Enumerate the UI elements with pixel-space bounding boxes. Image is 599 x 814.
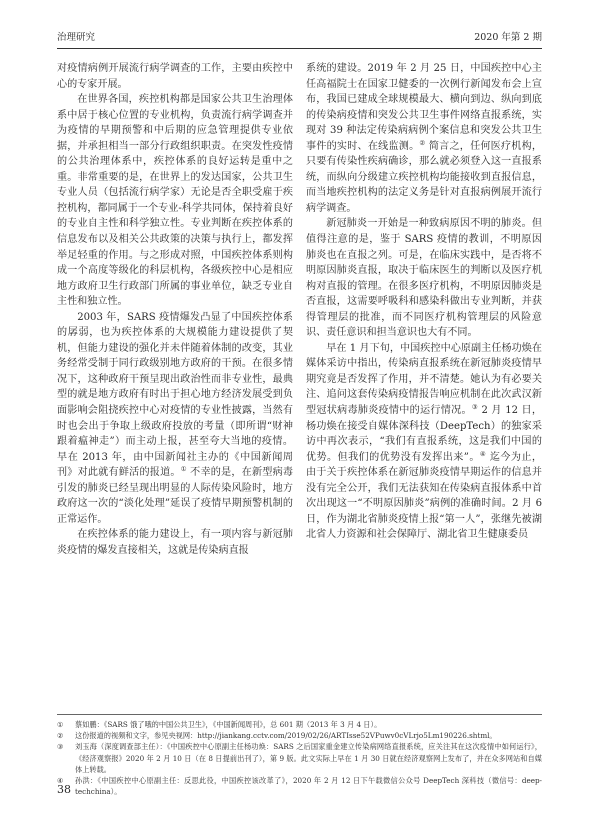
page-number: 38 [57,783,71,796]
running-header [57,30,542,46]
footnote: ① 蔡如鹏：《SARS 饿了哦的中国公共卫生》，《中国新闻周刊》，总 601 期（2013 年 3 月 4 日）。 [57,720,382,729]
paragraph: 新冠肺炎一开始是一种致病原因不明的肺炎。但值得注意的是，鉴于 SARS 疫情的教训，不明原因肺炎也在直报之列。可是，在临床实践中，是否将不明原因肺炎直报，取决于临床医生的判断以及医疗机构对直报的管理。在很多医疗机构，不明原因肺炎是否直报，这需要呼吸科和感染科做出专业判断，并获得管理层的批准，而不同医疗机构管理层的风险意识、责任意识和担当意识也大有不同。 [306,218,542,339]
footnote-ref[interactable]: ② [419,138,426,147]
footnote: ④ 孙洪：《中国疾控中心原副主任：反思此役，中国疾控该改革了》，2020 年 2 月 12 日下午载微信公众号 DeepTech 深科技（微信号：deep-techchina）。 [57,776,542,797]
header-rule [57,48,542,49]
footnote: ② 这份报道的视频和文字，参见央视网：http://jiankang.cctv.com/2019/02/26/ARTIsse52VPuwv0cVLrjo5Lm190226.shtml。 [57,731,497,741]
paragraph: 在疾控体系的能力建设上，有一项内容与新冠肺炎疫情的爆发直接相关，这就是传染病直报 [57,529,293,556]
issue-label: 2020 年第 2 期 [474,32,542,43]
paragraph: 2003 年，SARS 疫情爆发凸显了中国疾控体系的孱弱，也为疾控体系的大规模能力建设提供了契机，但能力建设的强化并未伴随着体制的改变，其业务经常受制于同行政级别地方政府的干预。在很多情况下，这种政府干预呈现出政治性而非专业性，最典型的就是地方政府有时出于担心地方经济发展受到负面影响会阻挠疾控中心对疫情的专业性披露，当然有时也会出于争取上级政府投放的考量（即所谓“财神跟着瘟神走”）而主动上报，甚至夸大当地的疫情。早在 2013 年，由中国新闻社主办的《中国新闻周刊》对此就有鲜活的报道。① 不幸的是，在新型病毒引发的肺炎已经呈现出明显的人际传染风险时，地方政府这一次的“淡化处理”延误了疫情早期预警机制的正常运作。 [57,311,294,525]
paragraph: 对疫情病例开展流行病学调查的工作，主要由疾控中心的专家开展。 [57,63,293,90]
footnote-ref[interactable]: ④ [479,449,487,458]
footnotes [57,719,542,797]
left-column [57,61,293,559]
paragraph: 系统的建设。2019 年 2 月 25 日，中国疾控中心主任高福院士在国家卫健委的一次例行新闻发布会上宣布，我国已建成全球规模最大、横向到边、纵向到底的传染病疫情和突发公共卫生事件网络直报系统，实现对 39 种法定传染病病例个案信息和突发公共卫生事件的实时、在线监测。② 简言之，任何医疗机构，只要有传染性疾病确诊，那么就必须登入这一直报系统，而纵向分级建立疾控机构均能接收到直报信息，而当地疾控机构的法定义务是针对直报病例展开流行病学调查。 [306,63,543,214]
footnote-rule [57,714,542,715]
footnote-ref[interactable]: ① [180,465,187,474]
footnote-ref[interactable]: ③ [471,403,478,412]
paragraph: 在世界各国，疾控机构都是国家公共卫生治理体系中居于核心位置的专业机构，负责流行病学调查并为疫情的早期预警和中后期的应急管理提供专业依据，并承担相当一部分行政组织职责。在突发性疫情的公共治理体系中，疾控体系的良好运转是重中之重。非常重要的是，在世界上的发达国家，公共卫生专业人员（包括流行病学家）无论是否全职受雇于疾控机构，都同属于一个专业-科学共同体，保持着良好的专业自主性和科学独立性。专业判断在疾控体系的信息发布以及相关公共政策的决策与执行上，都发挥举足轻重的作用。与之形成对照，中国疾控体系则构成一个高度等级化的科层机构，各级疾控中心是相应地方政府卫生行政部门所属的事业单位，缺乏专业自主性和独立性。 [57,94,293,308]
right-column [306,61,542,543]
footnote: ③ 刘玉海（深度调查部主任）：《中国疾控中心原副主任杨功焕：SARS 之后国家重金建立传染病网络直报系统，应关注其在这次疫情中如何运行》，《经济观察报》2020 年 2 月 10 日（在 8 日提前出刊了），第 9 版。此文实际上早在 1 月 30 日就在经济观察网上发布了，并在众多网站和自媒体上转载。 [57,742,542,774]
journal-name: 治理研究 [57,32,96,43]
paragraph: 早在 1 月下旬，中国疾控中心原副主任杨功焕在媒体采访中指出，传染病直报系统在新冠肺炎疫情早期究竟是否发挥了作用，并不清楚。她认为有必要关注、追问这套传染病疫情报告响应机制在此次武汉新型冠状病毒肺炎疫情中的运行情况。③ 2 月 12 日，杨功焕在接受自媒体深科技（DeepTech）的独家采访中再次表示，“我们有直报系统，这是我们中国的优势。但我们的优势没有发挥出来”。④ 迄今为止，由于关于疾控体系在新冠肺炎疫情早期运作的信息并没有完全公开，我们无法获知在传染病直报体系中首次出现这一“不明原因肺炎”病例的准确时间。2 月 6 日，作为湖北省肺炎疫情上报“第一人”，张继先被湖北省人力资源和社会保障厅、湖北省卫生健康委员 [306,342,543,541]
